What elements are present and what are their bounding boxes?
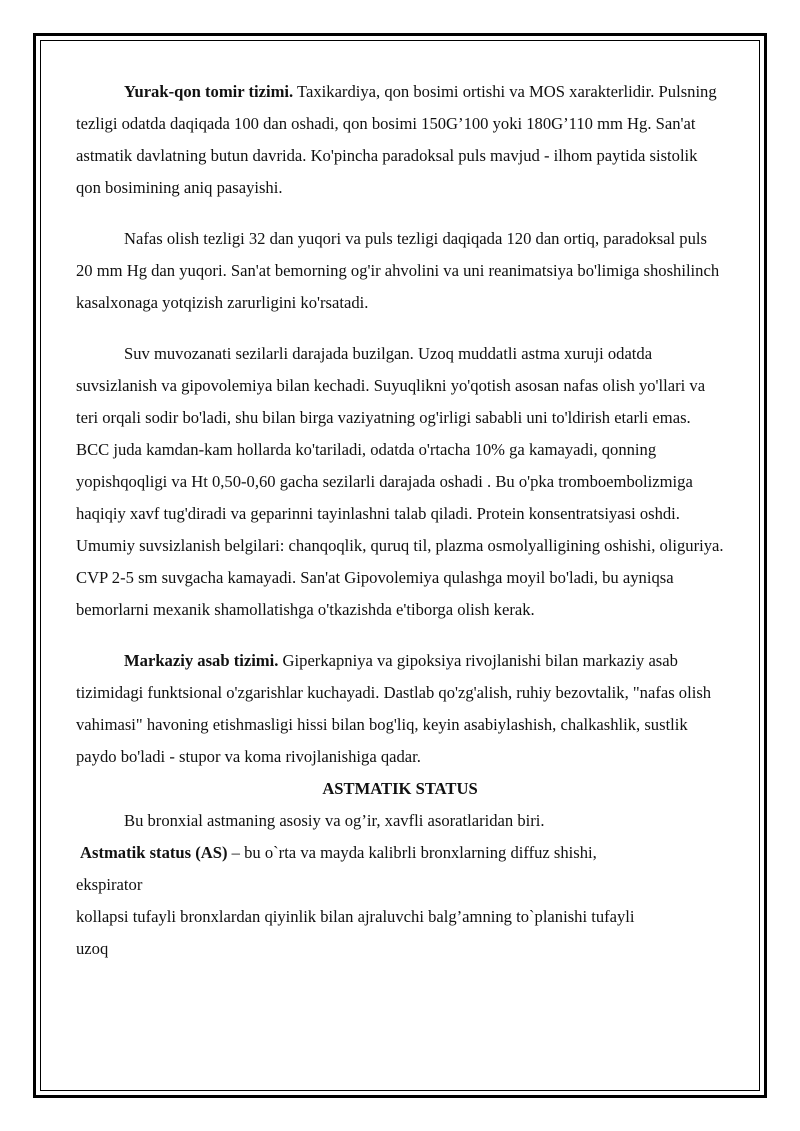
definition-line-1	[76, 837, 724, 869]
paragraph-water-balance	[76, 338, 724, 626]
paragraph-cns	[76, 645, 724, 773]
definition-lead: Astmatik status (AS)	[80, 843, 228, 862]
paragraph-respiratory-rate	[76, 223, 724, 319]
section-intro: Bu bronxial astmaning asosiy va og’ir, xavfli asoratlaridan biri.	[124, 811, 545, 830]
definition-line-2: ekspirator	[76, 875, 143, 894]
definition-line-3: kollapsi tufayli bronxlardan qiyinlik bilan ajraluvchi balg’amning to`planishi tufayli	[76, 907, 635, 926]
definition-line-4: uzoq	[76, 939, 109, 958]
paragraph-cardiovascular	[76, 76, 724, 204]
paragraph-lead: Yurak-qon tomir tizimi.	[124, 82, 294, 101]
paragraph-text: Suv muvozanati sezilarli darajada buzilgan. Uzoq muddatli astma xuruji odatda suvsizlanish va gipovolemiya bilan kechadi. Suyuqlikni yo'qotish asosan nafas olish yo'llari va teri orqali sodir bo'ladi, shu bilan birga vaziyatning og'irligi sababli uni to'ldirish etarli emas. BCC juda kamdan-kam hollarda ko'tariladi, odatda o'rtacha 10% ga kamayadi, qonning yopishqoqligi va Ht 0,50-0,60 gacha sezilarli darajada oshadi . Bu o'pka tromboembolizmiga haqiqiy xavf tug'diradi va geparinni tayinlashni talab qiladi. Protein konsentratsiyasi oshdi. Umumiy suvsizlanish belgilari: chanqoqlik, quruq til, plazma osmolyalligining oshishi, oliguriya. CVP 2-5 sm suvgacha kamayadi. San'at Gipovolemiya qulashga moyil bo'ladi, bu ayniqsa bemorlarni mexanik shamollatishga o'tkazishda e'tiborga olish kerak.	[76, 344, 724, 619]
paragraph-lead: Markaziy asab tizimi.	[124, 651, 279, 670]
section-heading: ASTMATIK STATUS	[322, 779, 478, 798]
paragraph-text: Taxikardiya, qon bosimi ortishi va MOS xarakterlidir. Pulsning tezligi odatda daqiqada 100 dan oshadi, qon bosimi 150G’100 yoki 180G’110 mm Hg. San'at astmatik davlatning butun davrida. Ko'pincha paradoksal puls mavjud - ilhom paytida sistolik qon bosimining aniq pasayishi.	[76, 82, 717, 197]
document-body	[76, 76, 724, 965]
paragraph-text: Nafas olish tezligi 32 dan yuqori va puls tezligi daqiqada 120 dan ortiq, paradoksal puls 20 mm Hg dan yuqori. San'at bemorning og'ir ahvolini va uni reanimatsiya bo'limiga shoshilinch kasalxonaga yotqizish zarurligini ko'rsatadi.	[76, 229, 720, 312]
paragraph-text: Giperkapniya va gipoksiya rivojlanishi bilan markaziy asab tizimidagi funktsional o'zgarishlar kuchayadi. Dastlab qo'zg'alish, ruhiy bezovtalik, "nafas olish vahimasi" havoning etishmasligi hissi bilan bog'liq, keyin asabiylashish, chalkashlik, sustlik paydo bo'ladi - stupor va koma rivojlanishiga qadar.	[76, 651, 712, 766]
definition-text: – bu o`rta va mayda kalibrli bronxlarning diffuz shishi,	[227, 843, 597, 862]
